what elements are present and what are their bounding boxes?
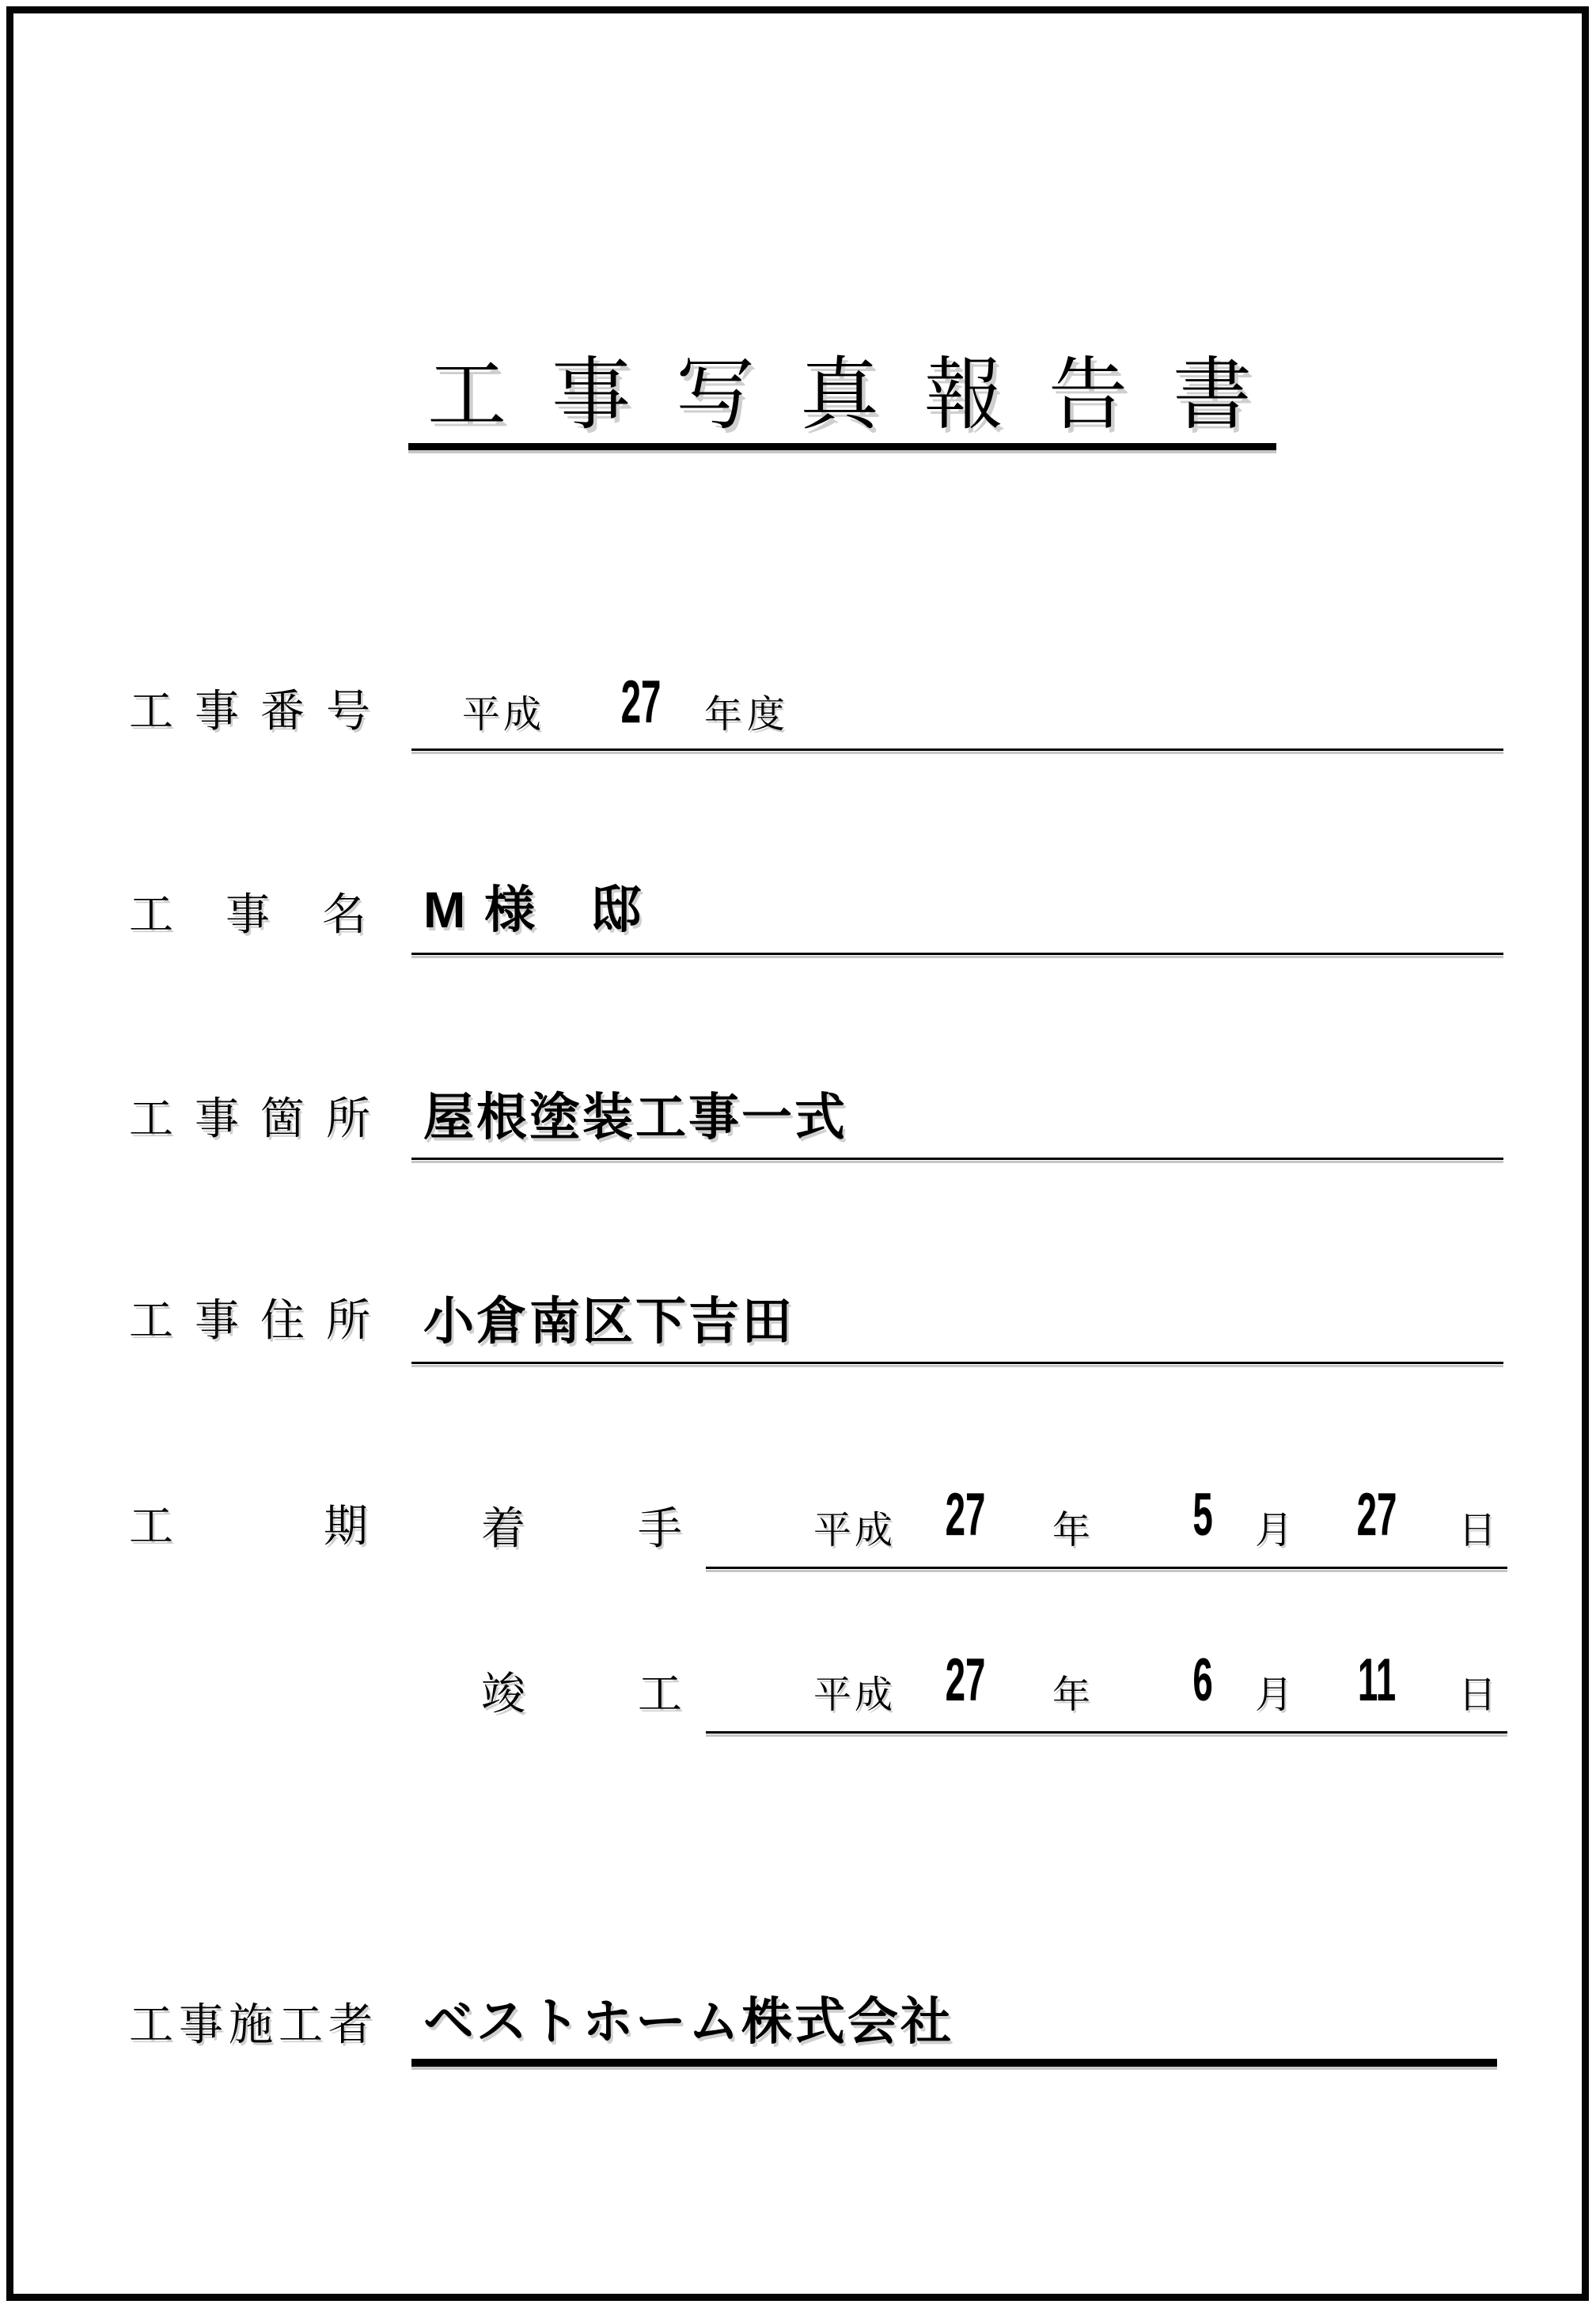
period-start-month: 5 <box>1192 1481 1213 1548</box>
construction-name-underline <box>411 953 1503 955</box>
period-end-month: 6 <box>1192 1647 1213 1714</box>
field-label-construction-number: 工事番号 <box>129 688 392 737</box>
field-label-construction-address: 工事住所 <box>129 1297 392 1346</box>
page-title: 工事写真報告書 <box>427 351 1297 439</box>
period-end-era: 平成 <box>813 1674 897 1716</box>
period-start-underline <box>706 1567 1507 1569</box>
page-border <box>6 6 1589 2301</box>
period-end-label: 竣工 <box>481 1670 794 1719</box>
field-label-construction-section: 工事箇所 <box>129 1095 392 1144</box>
period-end-day-unit: 日 <box>1458 1674 1500 1716</box>
construction-number-era: 平成 <box>462 694 545 736</box>
construction-name-value: M 様 邸 <box>423 881 644 938</box>
period-start-era: 平成 <box>813 1510 897 1552</box>
contractor-value: ベストホーム株式会社 <box>423 1993 953 2050</box>
construction-number-year: 27 <box>620 669 662 736</box>
period-start-year: 27 <box>945 1481 986 1548</box>
period-end-year-unit: 年 <box>1052 1674 1094 1716</box>
period-start-label: 着手 <box>481 1505 794 1554</box>
construction-number-underline <box>411 748 1503 751</box>
field-label-construction-period: 工期 <box>129 1503 518 1552</box>
period-end-year: 27 <box>945 1647 986 1714</box>
period-start-month-unit: 月 <box>1255 1510 1297 1552</box>
period-end-month-unit: 月 <box>1255 1674 1297 1716</box>
construction-section-value: 屋根塗装工事一式 <box>423 1089 847 1146</box>
period-start-day: 27 <box>1356 1481 1397 1548</box>
construction-address-underline <box>411 1362 1503 1364</box>
period-end-day: 11 <box>1357 1647 1397 1714</box>
construction-number-unit: 年度 <box>704 694 790 736</box>
period-start-day-unit: 日 <box>1458 1510 1500 1552</box>
period-start-year-unit: 年 <box>1052 1510 1094 1552</box>
field-label-contractor: 工事施工者 <box>129 2001 378 2050</box>
construction-section-underline <box>411 1158 1503 1160</box>
period-end-underline <box>706 1731 1507 1734</box>
construction-address-value: 小倉南区下吉田 <box>423 1293 794 1350</box>
field-label-construction-name: 工事名 <box>129 891 419 940</box>
contractor-underline <box>411 2059 1497 2067</box>
title-underline <box>408 443 1276 450</box>
